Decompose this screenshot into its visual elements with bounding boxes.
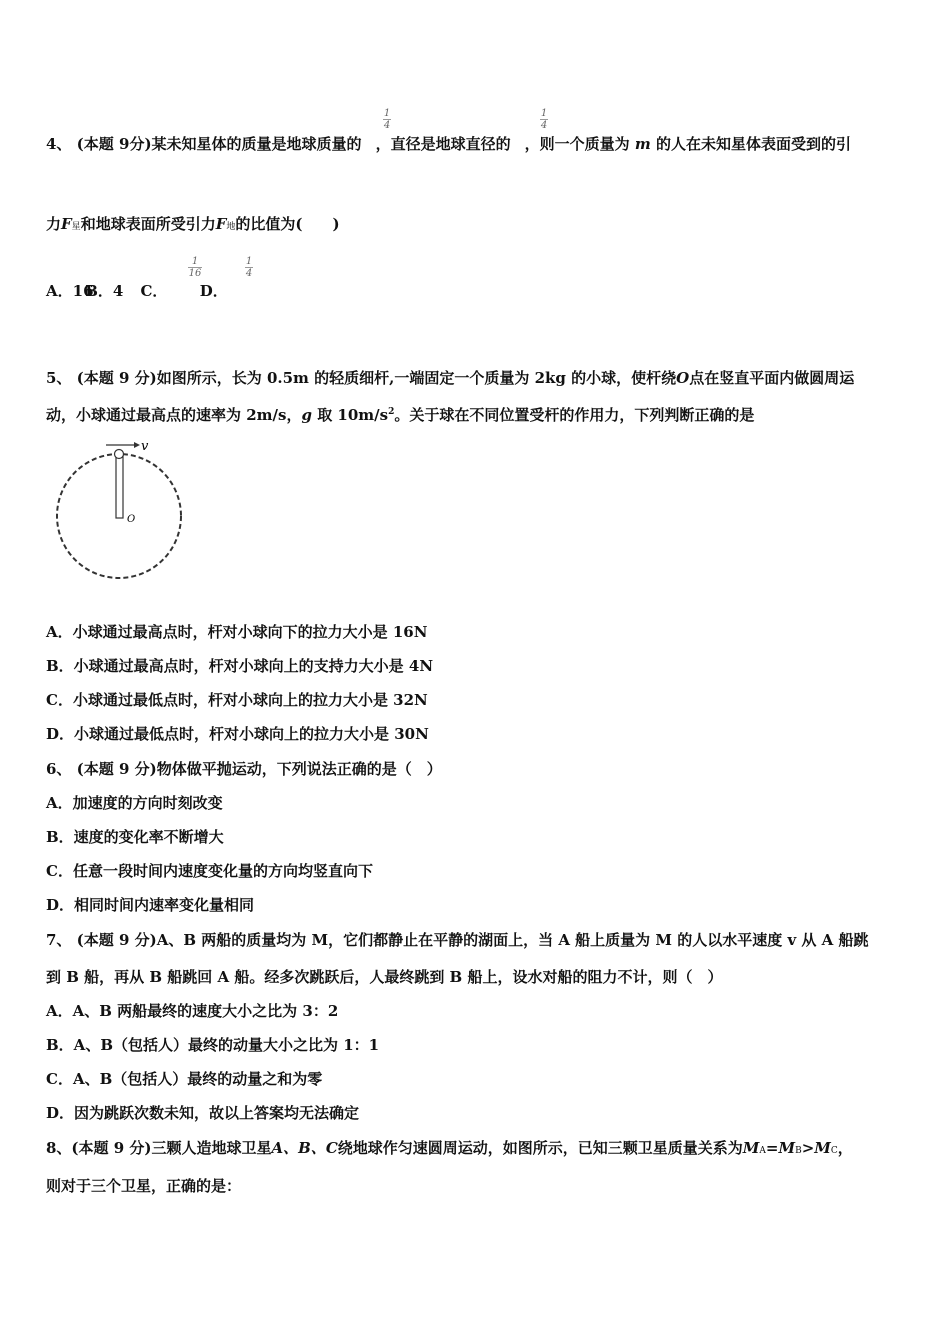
q5-ball (115, 450, 124, 459)
q4-option-c: C． (140, 282, 168, 300)
q4-m: m (634, 135, 651, 153)
q8-satellites: A、B、C (271, 1139, 338, 1157)
q4-optd-num: 1 (245, 256, 253, 267)
q4-tail2: 的人在未知星体表面受到的引 (655, 135, 851, 153)
q5-o-label: O (127, 514, 136, 525)
q4-frac2-num: 1 (540, 108, 548, 119)
q5-line2-b: 取 10m/s (317, 406, 389, 424)
q8-MA-sub: A (759, 1146, 766, 1156)
q4-mid: ，直径是地球直径的 (375, 135, 511, 153)
q4-number: 4、 (46, 135, 72, 153)
q4-frac1-num: 1 (383, 108, 391, 119)
q8-line2: 则对于三个卫星，正确的是： (46, 1177, 242, 1195)
q4-tail1: ，则一个质量为 (524, 135, 630, 153)
q4-fraction-1 (381, 108, 393, 131)
q5-option-a: A．小球通过最高点时，杆对小球向下的拉力大小是 16N (46, 623, 428, 641)
q4-frac1-den: 4 (383, 120, 391, 131)
q6-option-b: B．速度的变化率不断增大 (46, 828, 224, 846)
q8-comma: ， (837, 1139, 853, 1157)
q5-line1 (46, 368, 854, 388)
q8-eq: = (765, 1139, 779, 1157)
q4-option-d-fraction (243, 256, 255, 279)
q4-frac2-den: 4 (540, 120, 548, 131)
q5-option-b: B．小球通过最高点时，杆对小球向上的支持力大小是 4N (46, 657, 434, 675)
q5-option-d: D．小球通过最低点时，杆对小球向上的拉力大小是 30N (46, 725, 429, 743)
q8-MA: M (742, 1139, 760, 1157)
q6-option-c: C．任意一段时间内速度变化量的方向均竖直向下 (46, 862, 373, 880)
q7-option-b: B．A、B（包括人）最终的动量大小之比为 1：1 (46, 1036, 380, 1054)
q5-rod (116, 455, 123, 518)
q6-option-d: D．相同时间内速率变化量相同 (46, 896, 255, 914)
q5-arrow-head (134, 442, 140, 448)
q4-fraction-2 (538, 108, 550, 131)
q4-pre: (本题 (76, 135, 114, 153)
q8-line1-b: 绕地球作匀速圆周运动，如图所示，已知三颗卫星质量关系为 (337, 1139, 743, 1157)
q5-line2-a: 动，小球通过最高点的速率为 2m/s， (46, 406, 302, 424)
q4-F-star-sub: 星 (71, 222, 81, 232)
q4-F-star: F (61, 215, 72, 233)
q5-O: O (676, 369, 690, 387)
q4-line2-a: 力 (46, 215, 62, 233)
q7-option-a: A．A、B 两船最终的速度大小之比为 3：2 (46, 1002, 339, 1020)
q7-line2: 到 B 船，再从 B 船跳回 A 船。经多次跳跃后，人最终跳到 B 船上，设水对船的阻力不计，则（ ） (46, 968, 723, 986)
q4-optd-den: 4 (245, 268, 253, 279)
q4-post: 分)某未知星体的质量是地球质量的 (129, 135, 362, 153)
q4-options (46, 281, 228, 301)
q4-F-earth: F (215, 215, 227, 233)
q4-option-a: A．16 (46, 282, 94, 300)
q4-line2 (46, 214, 340, 237)
q4-optc-num: 1 (191, 256, 199, 267)
q5-line2 (46, 405, 754, 425)
q8-gt: > (801, 1139, 815, 1157)
q7-line1: 7、 (本题 9 分)A、B 两船的质量均为 M，它们都静止在平静的湖面上，当 A 船上质量为 M 的人以水平速度 v 从 A 船跳 (46, 931, 869, 949)
q5-line1-tail: 点在竖直平面内做圆周运 (689, 369, 855, 387)
q8-line1-a: 8、(本题 9 分)三颗人造地球卫星 (46, 1139, 272, 1157)
q5-figure (50, 436, 200, 586)
q7-option-d: D．因为跳跃次数未知，故以上答案均无法确定 (46, 1104, 360, 1122)
q7-option-c: C．A、B（包括人）最终的动量之和为零 (46, 1070, 323, 1088)
q4-option-d: D． (199, 282, 228, 300)
q4-optc-den: 16 (188, 268, 202, 279)
q8-MC: M (814, 1139, 831, 1157)
q4-option-b: B．4 (85, 282, 124, 300)
q5-option-c: C．小球通过最低点时，杆对小球向上的拉力大小是 32N (46, 691, 428, 709)
q8-MC-sub: C (830, 1146, 838, 1156)
q5-g: g (301, 406, 312, 424)
q4-score: 9 (119, 135, 130, 153)
q5-line2-c: 。关于球在不同位置受杆的作用力，下列判断正确的是 (394, 406, 755, 424)
q8-line1 (46, 1138, 853, 1161)
q8-MB-sub: B (795, 1146, 802, 1156)
q6-option-a: A．加速度的方向时刻改变 (46, 794, 223, 812)
q6-line1: 6、 (本题 9 分)物体做平抛运动，下列说法正确的是（ ） (46, 760, 442, 778)
q4-F-earth-sub: 地 (226, 222, 236, 232)
q4-line2-b: 和地球表面所受引力 (80, 215, 216, 233)
q5-v-label: v (141, 439, 149, 454)
q5-line1-text: 5、 (本题 9 分)如图所示，长为 0.5m 的轻质细杆,一端固定一个质量为 2kg 的小球，使杆绕 (46, 369, 677, 387)
q8-MB: M (778, 1139, 796, 1157)
q5-sup: 2 (388, 407, 395, 417)
q4-line2-c: 的比值为( ) (235, 215, 340, 233)
q4-option-c-fraction (186, 256, 204, 279)
q4-line1 (46, 134, 851, 154)
